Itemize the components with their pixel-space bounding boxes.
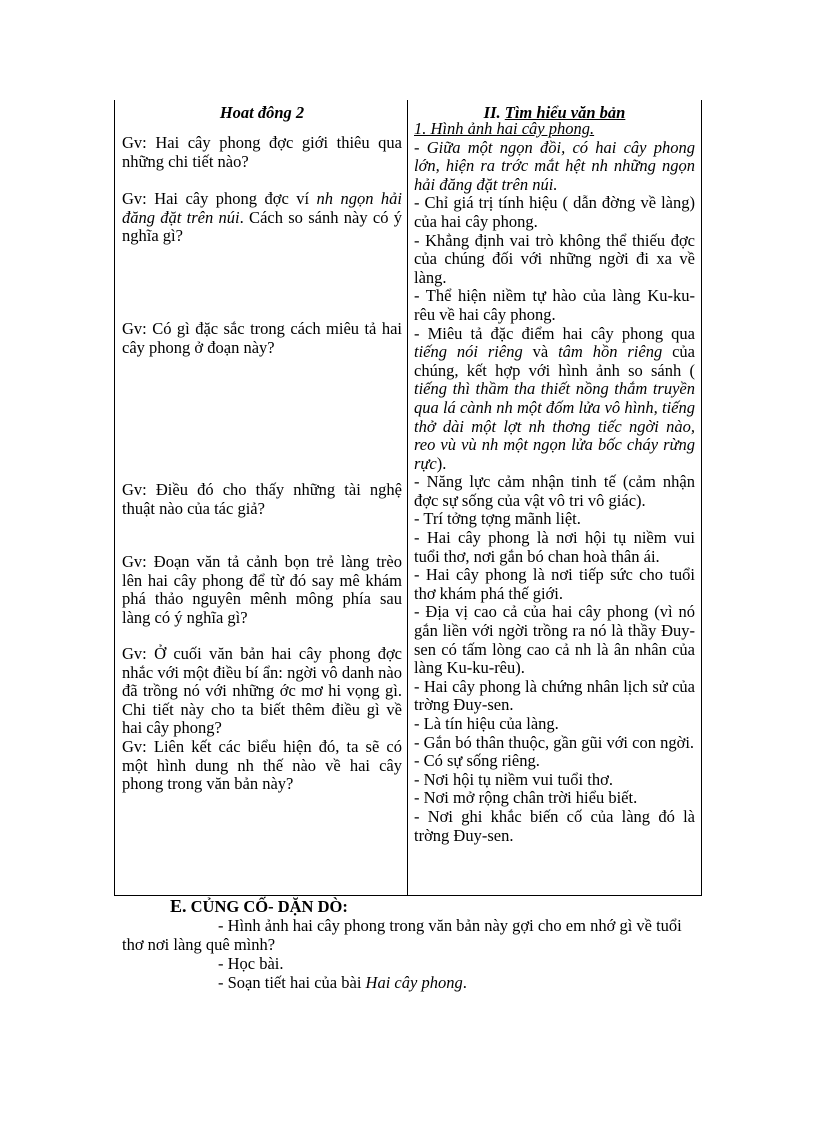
answer-1: - Giữa một ngọn đồi, có hai cây phong lớn, hiện ra trớc mắt hệt nh những ngọn hải đăng đặt trên núi.: [414, 137, 695, 194]
answer-7-4: - Nơi hội tụ niềm vui tuổi thơ.: [414, 769, 613, 789]
content-column: [414, 100, 695, 845]
question-2: Gv: Hai cây phong đợc ví nh ngọn hải đăng đặt trên núi. Cách so sánh này có ý nghĩa gì?: [122, 189, 403, 246]
question-5: Gv: Đoạn văn tả cảnh bọn trẻ làng trèo lên hai cây phong để từ đó say mê khám phá thảo nguyên mênh mông phía sau làng có ý nghĩa gì?: [122, 552, 402, 627]
homework-line-1: - Hình ảnh hai cây phong trong văn bản này gợi cho em nhớ gì về tuổi thơ nơi làng quê mình?: [122, 916, 682, 954]
answer-6-1: - Địa vị cao cả của hai cây phong (vì nó gắn liền với ngời trồng ra nó là thầy Đuy-sen có tấm lòng cao cả nh là ân nhân của làng Ku-ku-rêu).: [414, 602, 695, 678]
question-3: Gv: Có gì đặc sắc trong cách miêu tả hai cây phong ở đoạn này?: [122, 319, 402, 357]
answer-2-3: - Thể hiện niềm tự hào của làng Ku-ku-rêu về hai cây phong.: [414, 286, 695, 324]
homework-line-3: - Soạn tiết hai của bài Hai cây phong.: [218, 973, 467, 992]
answer-4-1: - Năng lực cảm nhận tinh tế (cảm nhận đợc sự sống của vật vô tri vô giác).: [414, 472, 695, 510]
section-subtitle: 1. Hình ảnh hai cây phong.: [414, 119, 595, 138]
content-blocks: [414, 120, 695, 845]
question-4: Gv: Điều đó cho thấy những tài nghệ thuật nào của tác giả?: [122, 480, 402, 518]
question-1: Gv: Hai cây phong đợc giới thiêu qua những chi tiết nào?: [122, 133, 402, 171]
answer-7-3: - Có sự sống riêng.: [414, 751, 540, 771]
question-6: Gv: Ở cuối văn bản hai cây phong đợc nhắc với một điều bí ẩn: ngời vô danh nào đã trồng nó với những ớc mơ hi vọng gì. Chi tiết này cho ta biết thêm điều gì về hai cây phong?: [122, 644, 402, 738]
answer-7-6: - Nơi ghi khắc biến cố của làng đó là trờng Đuy-sen.: [414, 806, 695, 845]
answer-6-2: - Hai cây phong là chứng nhân lịch sử của trờng Đuy-sen.: [414, 676, 695, 715]
column-divider: [407, 100, 408, 895]
answer-7-1: - Là tín hiệu của làng.: [414, 714, 559, 733]
answer-2-2: - Khẳng định vai trò không thể thiếu đợc của chúng đối với những ngời đi xa về làng.: [414, 230, 695, 287]
summary-section: [122, 897, 702, 992]
answer-7-2: - Gắn bó thân thuộc, gần gũi với con ngời.: [414, 732, 695, 752]
content-header: II. Tìm hiểu văn bản: [483, 103, 626, 122]
answer-2-1: - Chỉ giá trị tính hiệu ( dẫn đờng về làng) của hai cây phong.: [414, 193, 695, 231]
question-7: Gv: Liên kết các biểu hiện đó, ta sẽ có một hình dung nh thế nào về hai cây phong trong văn bản này?: [122, 737, 402, 794]
answer-7-5: - Nơi mở rộng chân trời hiểu biết.: [414, 788, 638, 808]
answer-3: - Miêu tả đặc điểm hai cây phong qua tiếng nói riêng và tâm hồn riêng của chúng, kết hợp với hình ảnh so sánh ( tiếng thì thầm tha thiết nồng thắm truyền qua lá cành nh một đốm lửa vô hình, tiếng thở dài một lợt nh thơng tiếc ngời nào, reo vù vù nh một ngọn lửa bốc cháy rừng rực).: [414, 323, 695, 473]
homework-line-2: - Học bài.: [218, 954, 284, 973]
answer-5-1: - Hai cây phong là nơi hội tụ niềm vui tuổi thơ, nơi gắn bó chan hoà thân ái.: [414, 528, 695, 566]
answer-5-2: - Hai cây phong là nơi tiếp sức cho tuổi thơ khám phá thế giới.: [414, 565, 695, 603]
activity-column: [122, 100, 403, 794]
activity-header: Hoat đông 2: [219, 103, 305, 122]
section-e-heading: E. CỦNG CỐ- DẶN DÒ:: [170, 896, 348, 916]
answer-4-2: - Trí tởng tợng mãnh liệt.: [414, 509, 581, 529]
